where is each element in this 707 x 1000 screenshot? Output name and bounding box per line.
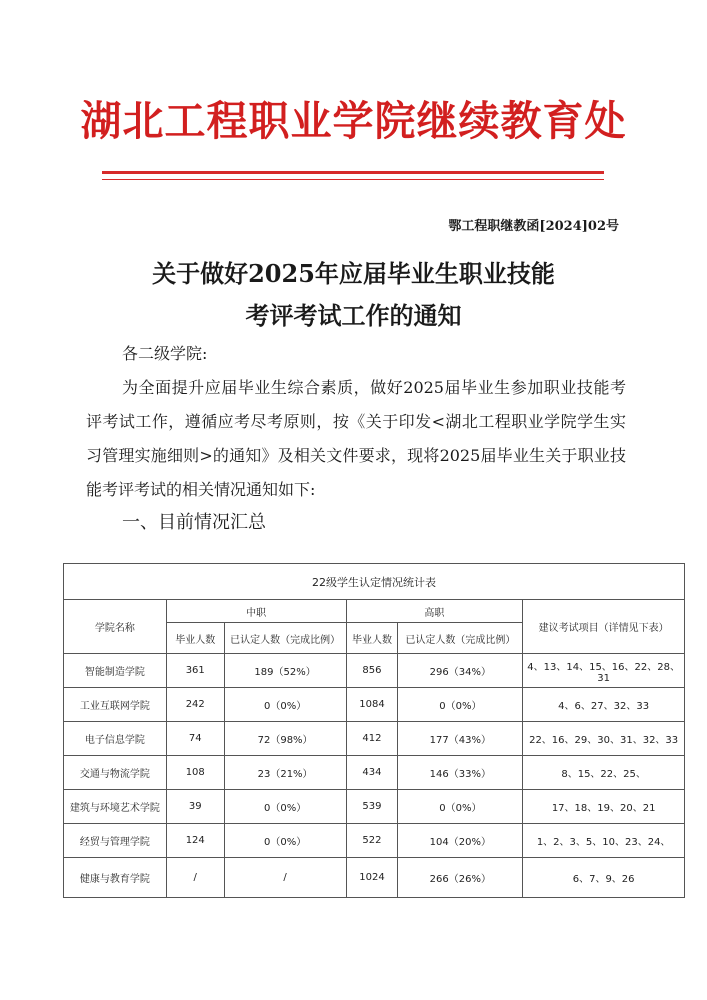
cell-gz-certified: 146（33%）	[398, 756, 523, 790]
header-gz-certified: 已认定人数（完成比例）	[398, 623, 523, 654]
cell-zz-grads: 242	[166, 688, 224, 722]
cell-college: 经贸与管理学院	[64, 824, 167, 858]
cell-zz-certified: /	[224, 858, 346, 898]
cell-exams: 8、15、22、25、	[523, 756, 685, 790]
cell-zz-grads: 74	[166, 722, 224, 756]
header-college-name: 学院名称	[64, 600, 167, 654]
cell-college: 健康与教育学院	[64, 858, 167, 898]
cell-exams: 22、16、29、30、31、32、33	[523, 722, 685, 756]
table-row	[64, 688, 685, 722]
cell-gz-grads: 412	[346, 722, 398, 756]
document-number: 鄂工程职继教函[2024]02号	[448, 219, 619, 234]
cell-gz-certified: 104（20%）	[398, 824, 523, 858]
cell-zz-grads: 124	[166, 824, 224, 858]
org-masthead: 湖北工程职业学院继续教育处	[80, 97, 627, 145]
cell-college: 交通与物流学院	[64, 756, 167, 790]
cell-exams: 4、6、27、32、33	[523, 688, 685, 722]
cell-exams: 1、2、3、5、10、23、24、	[523, 824, 685, 858]
cell-gz-grads: 539	[346, 790, 398, 824]
title-line-2: 考评考试工作的通知	[245, 301, 462, 330]
cell-zz-certified: 0（0%）	[224, 790, 346, 824]
cell-gz-certified: 0（0%）	[398, 688, 523, 722]
cell-gz-grads: 1024	[346, 858, 398, 898]
table-row	[64, 654, 685, 688]
cell-exams: 6、7、9、26	[523, 858, 685, 898]
header-suggested-exams: 建议考试项目（详情见下表）	[523, 600, 685, 654]
cell-zz-grads: 361	[166, 654, 224, 688]
cell-gz-certified: 177（43%）	[398, 722, 523, 756]
cell-gz-certified: 296（34%）	[398, 654, 523, 688]
cell-zz-certified: 23（21%）	[224, 756, 346, 790]
salutation: 各二级学院:	[122, 344, 208, 363]
title-line-1: 关于做好2025年应届毕业生职业技能	[152, 259, 555, 288]
header-zz-grads: 毕业人数	[166, 623, 224, 654]
cell-gz-certified: 0（0%）	[398, 790, 523, 824]
cell-college: 建筑与环境艺术学院	[64, 790, 167, 824]
table-row	[64, 858, 685, 898]
header-group-gaozhi: 高职	[346, 600, 523, 623]
cell-zz-grads: /	[166, 858, 224, 898]
cell-gz-grads: 856	[346, 654, 398, 688]
cell-exams: 4、13、14、15、16、22、28、31	[523, 654, 685, 688]
table-row	[64, 722, 685, 756]
cell-gz-grads: 522	[346, 824, 398, 858]
cell-zz-grads: 39	[166, 790, 224, 824]
header-group-zhongzhi: 中职	[166, 600, 346, 623]
masthead-rule-thin	[102, 179, 604, 180]
header-zz-certified: 已认定人数（完成比例）	[224, 623, 346, 654]
cell-zz-certified: 72（98%）	[224, 722, 346, 756]
table-row	[64, 824, 685, 858]
cell-zz-certified: 0（0%）	[224, 688, 346, 722]
cell-gz-grads: 434	[346, 756, 398, 790]
cell-college: 电子信息学院	[64, 722, 167, 756]
stats-table-container	[63, 563, 685, 898]
cell-zz-certified: 189（52%）	[224, 654, 346, 688]
header-gz-grads: 毕业人数	[346, 623, 398, 654]
cell-college: 智能制造学院	[64, 654, 167, 688]
body-paragraph: 为全面提升应届毕业生综合素质，做好2025届毕业生参加职业技能考评考试工作，遵循应考尽考原则，按《关于印发<湖北工程职业学院学生实习管理实施细则>的通知》及相关文件要求，现将2025届毕业生关于职业技能考评考试的相关情况通知如下:	[86, 378, 626, 499]
cell-zz-grads: 108	[166, 756, 224, 790]
cell-college: 工业互联网学院	[64, 688, 167, 722]
table-row	[64, 756, 685, 790]
certification-stats-table	[63, 563, 685, 898]
masthead-rule-thick	[102, 171, 604, 174]
table-caption: 22级学生认定情况统计表	[64, 564, 685, 600]
cell-zz-certified: 0（0%）	[224, 824, 346, 858]
cell-gz-certified: 266（26%）	[398, 858, 523, 898]
table-row	[64, 790, 685, 824]
cell-gz-grads: 1084	[346, 688, 398, 722]
section-heading-1: 一、目前情况汇总	[122, 512, 266, 533]
cell-exams: 17、18、19、20、21	[523, 790, 685, 824]
